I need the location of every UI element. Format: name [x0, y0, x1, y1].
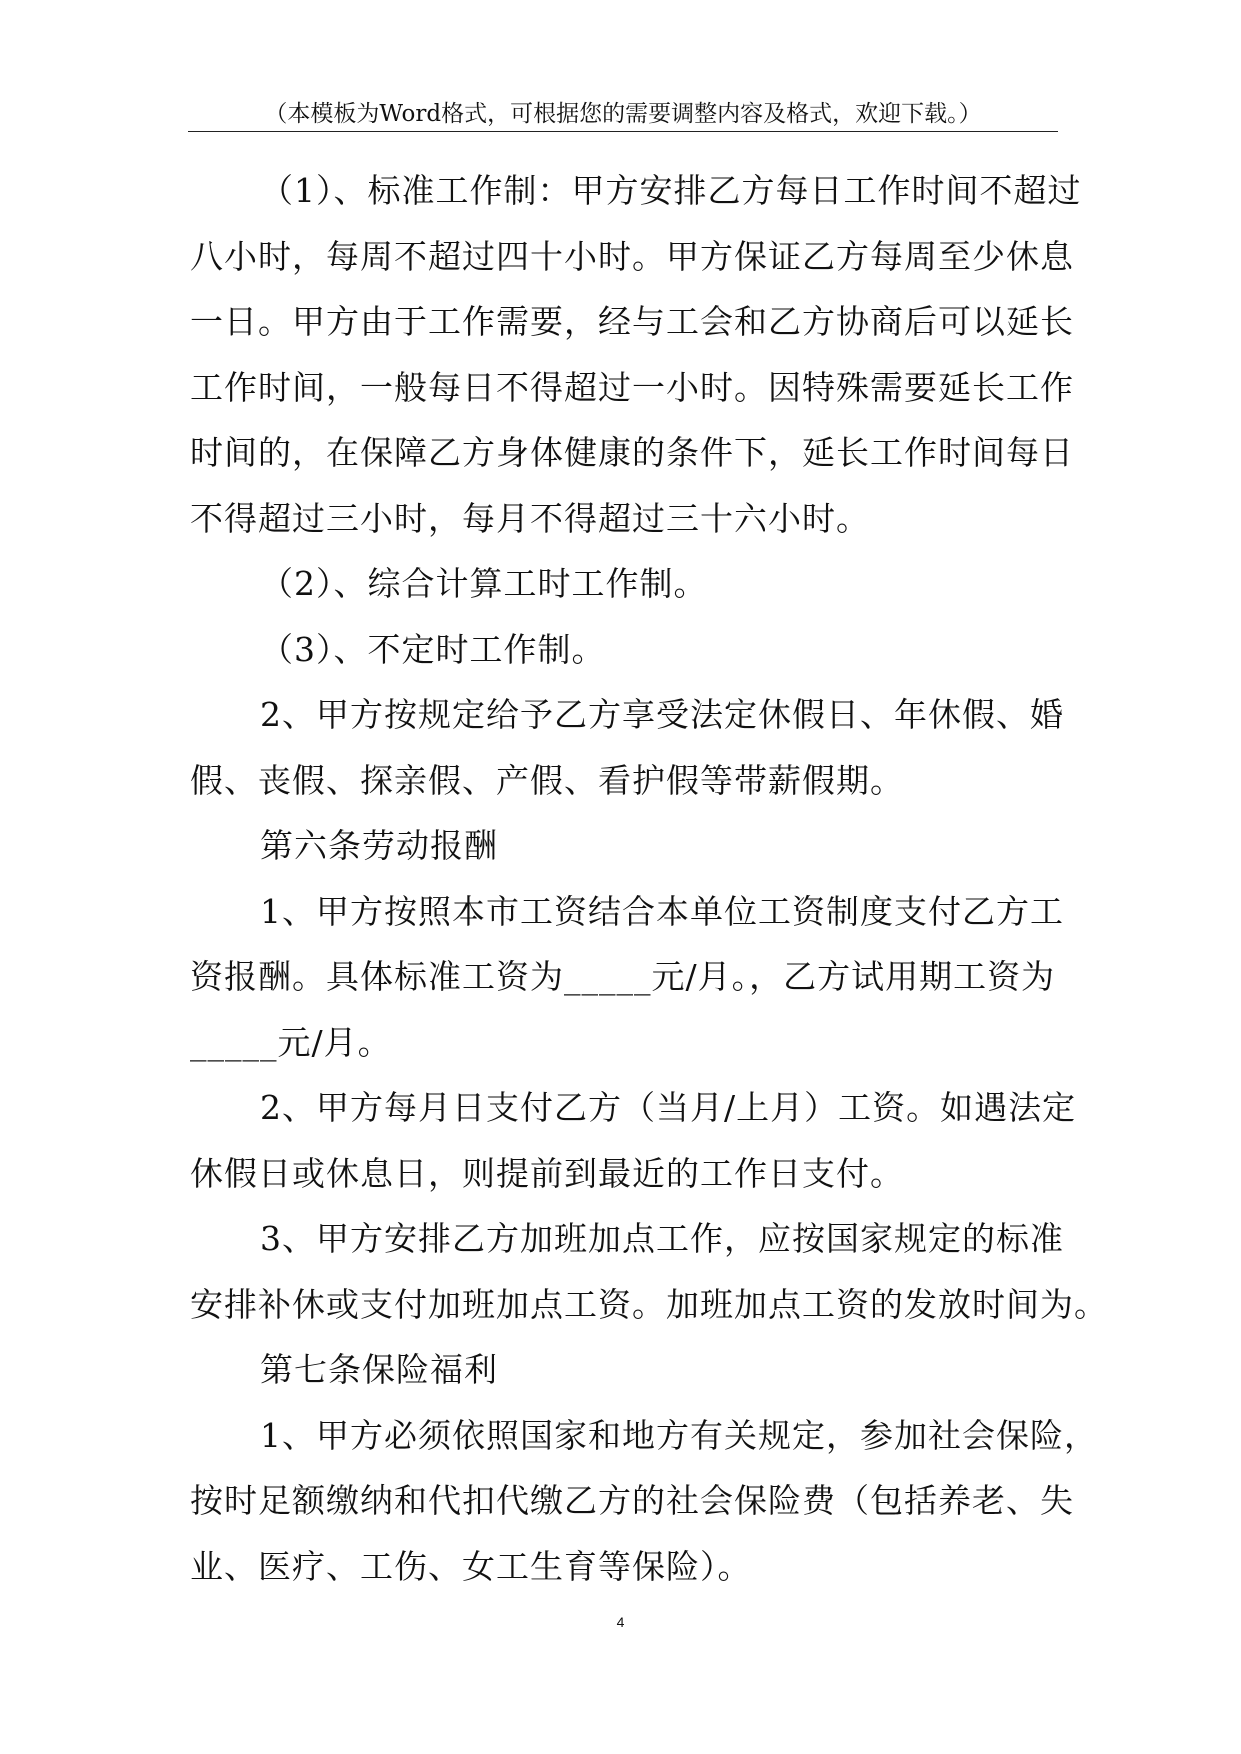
- text-line: 1、甲方必须依照国家和地方有关规定，参加社会保险，: [260, 1415, 1098, 1455]
- text-line: 按时足额缴纳和代扣代缴乙方的社会保险费（包括养老、失: [190, 1481, 1074, 1520]
- template-notice: （本模板为Word格式，可根据您的需要调整内容及格式，欢迎下载。）: [264, 101, 982, 127]
- section-heading: 第七条保险福利: [260, 1350, 498, 1389]
- text-line: 3、甲方安排乙方加班加点工作，应按国家规定的标准: [260, 1219, 1064, 1258]
- text-line: 资报酬。具体标准工资为_____元/月。，乙方试用期工资为: [190, 957, 1056, 996]
- text-line: 1、甲方按照本市工资结合本单位工资制度支付乙方工: [260, 891, 1064, 931]
- text-line: 不得超过三小时，每月不得超过三十六小时。: [190, 498, 870, 538]
- text-line: 时间的，在保障乙方身体健康的条件下，延长工作时间每日: [190, 433, 1074, 472]
- text-line: 假、丧假、探亲假、产假、看护假等带薪假期。: [190, 760, 904, 800]
- text-line: （3）、不定时工作制。: [260, 629, 606, 669]
- text-line: 八小时，每周不超过四十小时。甲方保证乙方每周至少休息: [190, 236, 1074, 276]
- text-line: 一日。甲方由于工作需要，经与工会和乙方协商后可以延长: [190, 302, 1074, 341]
- text-line: （1）、标准工作制：甲方安排乙方每日工作时间不超过: [260, 171, 1082, 210]
- text-line: 业、医疗、工伤、女工生育等保险）。: [190, 1546, 752, 1586]
- page-number: 4: [616, 1614, 625, 1630]
- text-line: 安排补休或支付加班加点工资。加班加点工资的发放时间为。: [190, 1284, 1108, 1324]
- text-line: 工作时间，一般每日不得超过一小时。因特殊需要延长工作: [190, 367, 1074, 407]
- text-line: _____元/月。: [190, 1022, 392, 1062]
- document-body: [190, 158, 1108, 1599]
- text-line: 2、甲方每月日支付乙方（当月/上月）工资。如遇法定: [260, 1088, 1077, 1127]
- text-line: 2、甲方按规定给予乙方享受法定休假日、年休假、婚: [260, 695, 1064, 734]
- text-line: 休假日或休息日，则提前到最近的工作日支付。: [190, 1153, 904, 1193]
- section-heading: 第六条劳动报酬: [260, 826, 498, 865]
- header-divider: [188, 131, 1058, 132]
- text-line: （2）、综合计算工时工作制。: [260, 564, 708, 603]
